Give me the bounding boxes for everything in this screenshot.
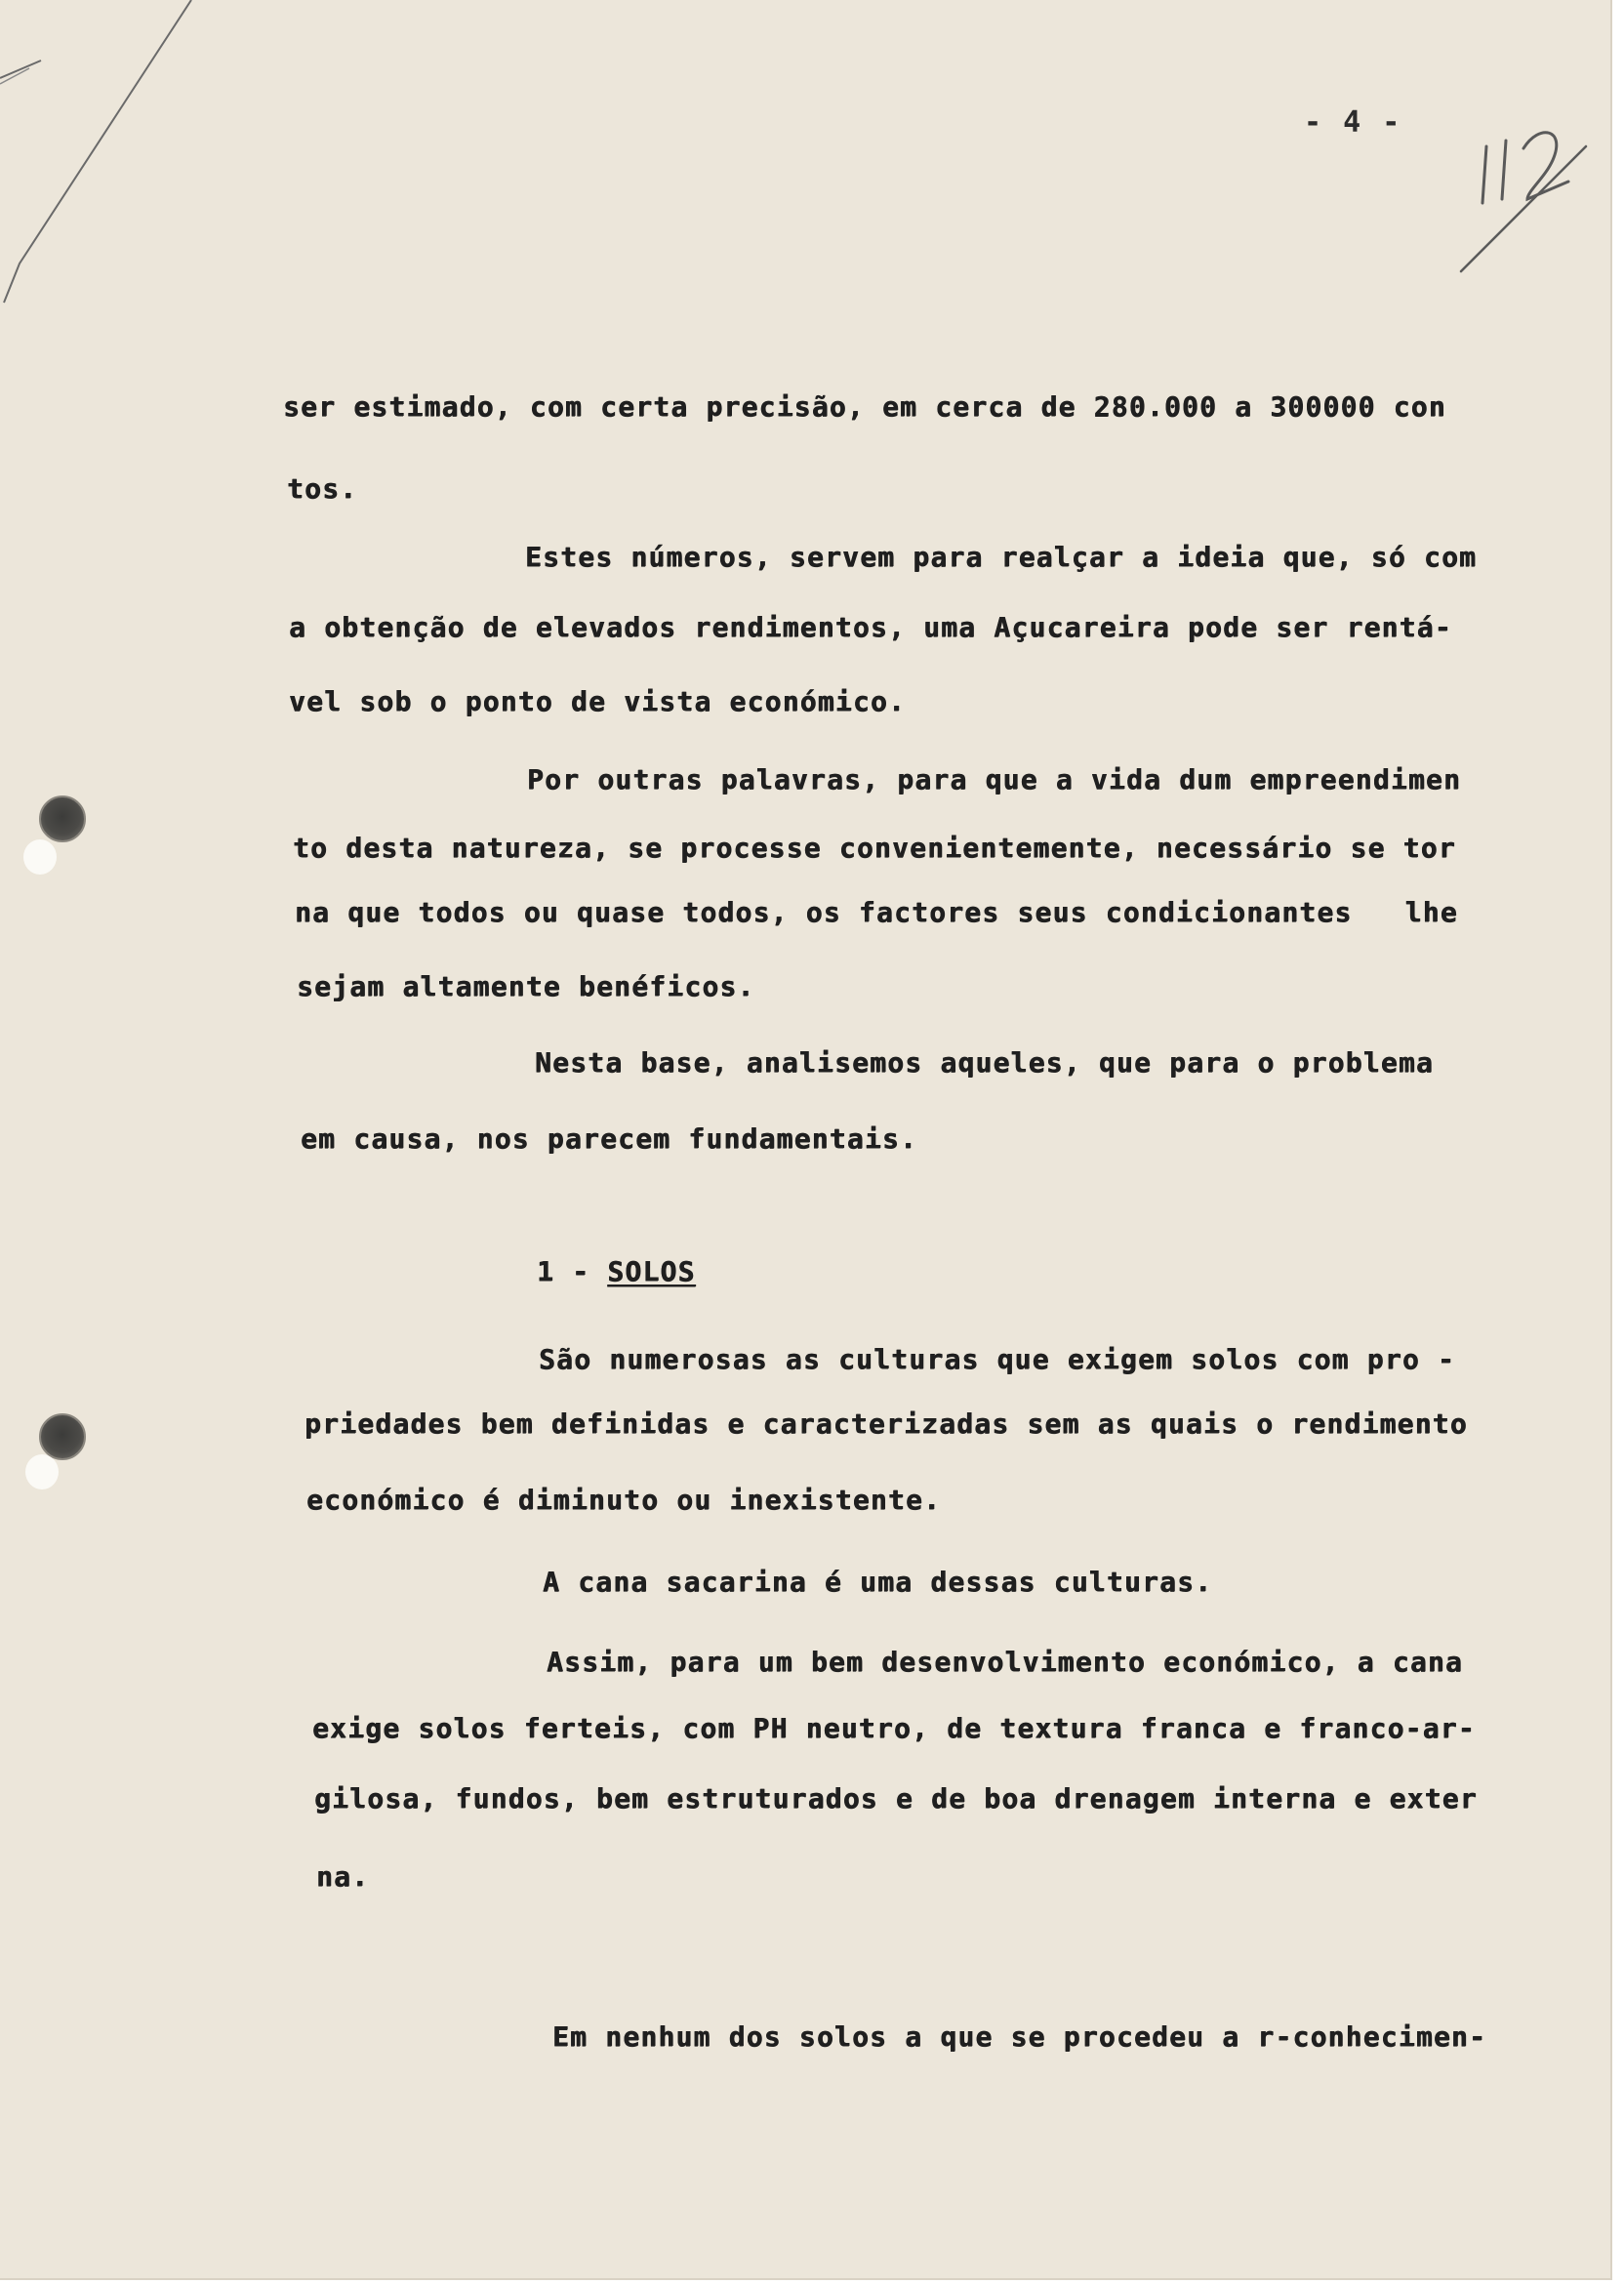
body-line: exige solos ferteis, com PH neutro, de textura franca e franco-ar- (312, 1712, 1476, 1744)
body-line: tos. (287, 472, 358, 505)
page-number: - 4 - (1304, 105, 1402, 140)
body-line: Em nenhum dos solos a que se procedeu a r-conhecimen- (552, 2020, 1487, 2053)
body-line: Por outras palavras, para que a vida dum empreendimen (527, 763, 1462, 795)
body-line: ser estimado, com certa precisão, em cerca de 280.000 a 300000 con (283, 390, 1446, 423)
punch-hole-tear-bottom (25, 1454, 59, 1489)
body-line: Assim, para um bem desenvolvimento económico, a cana (547, 1646, 1463, 1678)
body-line: São numerosas as culturas que exigem solos com pro - (539, 1343, 1455, 1375)
body-line: vel sob o ponto de vista económico. (289, 685, 907, 717)
body-line: económico é diminuto ou inexistente. (306, 1484, 942, 1516)
punch-hole-bottom (39, 1413, 86, 1460)
section-title: SOLOS (607, 1255, 696, 1287)
punch-hole-tear-top (23, 839, 57, 875)
body-line: Estes números, servem para realçar a ideia que, só com (525, 541, 1478, 573)
body-line: na que todos ou quase todos, os factores seus condicionantes lhe (295, 896, 1458, 928)
pencil-mark-corner (0, 0, 215, 312)
section-heading (537, 1255, 696, 1287)
body-line: a obtenção de elevados rendimentos, uma Açucareira pode ser rentá- (289, 611, 1452, 643)
body-line: A cana sacarina é uma dessas culturas. (543, 1566, 1213, 1598)
handwritten-archive-number (1459, 117, 1596, 273)
punch-hole-top (39, 795, 86, 842)
body-line: na. (316, 1860, 370, 1893)
body-line: gilosa, fundos, bem estruturados e de boa drenagem interna e exter (314, 1782, 1478, 1815)
body-line: to desta natureza, se processe convenientemente, necessário se tor (293, 832, 1456, 864)
body-line: priedades bem definidas e caracterizadas sem as quais o rendimento (304, 1407, 1468, 1440)
body-line: sejam altamente benéficos. (297, 970, 755, 1002)
body-line: Nesta base, analisemos aqueles, que para o problema (535, 1046, 1434, 1079)
body-line: em causa, nos parecem fundamentais. (301, 1122, 918, 1155)
section-number: 1 - (537, 1255, 590, 1287)
